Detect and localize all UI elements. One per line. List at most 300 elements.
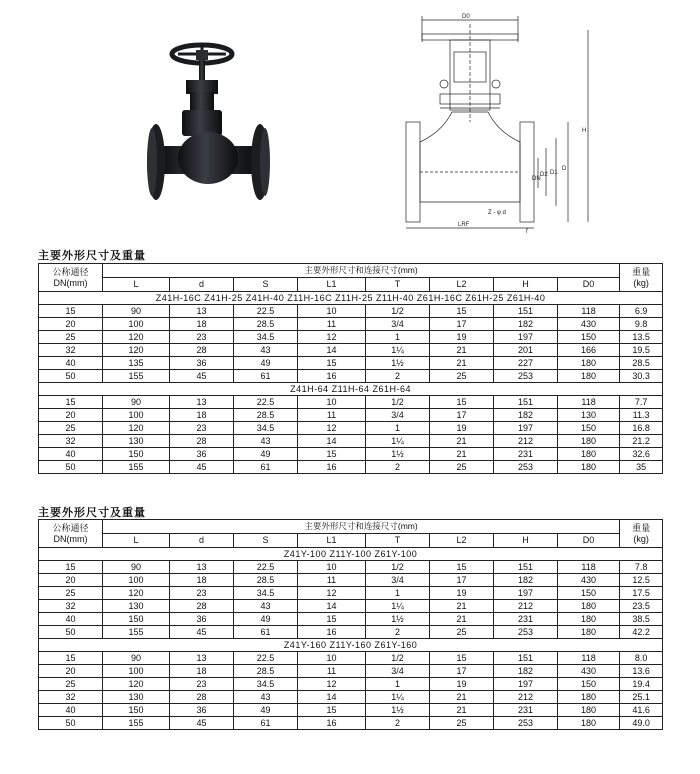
table-row (39, 422, 663, 435)
cell-d: 28 (170, 691, 234, 704)
cell-l1: 14 (298, 600, 366, 613)
cell-s: 61 (234, 717, 298, 730)
cell-h: 151 (494, 561, 558, 574)
cell-l: 120 (103, 587, 170, 600)
cell-h: 197 (494, 331, 558, 344)
cell-l1: 12 (298, 678, 366, 691)
cell-l1: 10 (298, 561, 366, 574)
cell-s: 34.5 (234, 331, 298, 344)
cell-l: 155 (103, 461, 170, 474)
column-header: L2 (430, 534, 494, 548)
cell-l2: 15 (430, 396, 494, 409)
cell-d0: 430 (558, 318, 620, 331)
cell-weight: 9.8 (620, 318, 663, 331)
cell-h: 212 (494, 691, 558, 704)
cell-d0: 150 (558, 331, 620, 344)
column-header: H (494, 278, 558, 292)
cell-d0: 118 (558, 305, 620, 318)
column-header: D0 (558, 534, 620, 548)
cell-dn: 15 (39, 396, 103, 409)
cell-s: 22.5 (234, 561, 298, 574)
column-header: T (366, 534, 430, 548)
table-row (39, 318, 663, 331)
cell-d0: 118 (558, 652, 620, 665)
cell-l: 130 (103, 435, 170, 448)
header-dimensions: 主要外形尺寸和连接尺寸(mm) (103, 520, 620, 534)
cell-l2: 19 (430, 678, 494, 691)
cell-s: 22.5 (234, 652, 298, 665)
cell-d: 23 (170, 422, 234, 435)
table-row (39, 717, 663, 730)
cell-s: 34.5 (234, 678, 298, 691)
cell-l1: 12 (298, 587, 366, 600)
label-lrf: LRF (458, 222, 470, 228)
cell-d0: 180 (558, 448, 620, 461)
cell-weight: 42.2 (620, 626, 663, 639)
cell-dn: 50 (39, 626, 103, 639)
header-dimensions: 主要外形尺寸和连接尺寸(mm) (103, 264, 620, 278)
cell-l1: 10 (298, 305, 366, 318)
cell-dn: 40 (39, 704, 103, 717)
cell-dn: 15 (39, 652, 103, 665)
cell-l: 150 (103, 613, 170, 626)
column-header: H (494, 534, 558, 548)
table-row (39, 626, 663, 639)
cell-s: 49 (234, 448, 298, 461)
spec-table-2 (38, 519, 663, 730)
table-row (39, 461, 663, 474)
cell-d: 28 (170, 435, 234, 448)
cell-d: 45 (170, 626, 234, 639)
table-row (39, 357, 663, 370)
cell-l: 90 (103, 652, 170, 665)
cell-t: 1 (366, 331, 430, 344)
cell-dn: 25 (39, 331, 103, 344)
cell-weight: 38.5 (620, 613, 663, 626)
cell-h: 197 (494, 587, 558, 600)
cell-t: 1¼ (366, 600, 430, 613)
table-row (39, 561, 663, 574)
cell-d0: 180 (558, 600, 620, 613)
cell-dn: 40 (39, 613, 103, 626)
cell-l1: 14 (298, 435, 366, 448)
cell-s: 22.5 (234, 396, 298, 409)
column-header: T (366, 278, 430, 292)
cell-d0: 118 (558, 396, 620, 409)
cell-weight: 7.7 (620, 396, 663, 409)
cell-l: 130 (103, 600, 170, 613)
cell-weight: 11.3 (620, 409, 663, 422)
cell-t: 1¼ (366, 435, 430, 448)
cell-l2: 19 (430, 422, 494, 435)
cell-d0: 180 (558, 435, 620, 448)
cell-l2: 21 (430, 357, 494, 370)
cell-h: 231 (494, 448, 558, 461)
cell-l: 100 (103, 409, 170, 422)
table-row (39, 409, 663, 422)
cell-d: 18 (170, 318, 234, 331)
cell-d0: 180 (558, 461, 620, 474)
cell-l2: 21 (430, 704, 494, 717)
cell-s: 43 (234, 600, 298, 613)
cell-t: 1 (366, 422, 430, 435)
cell-h: 212 (494, 435, 558, 448)
label-h: H (582, 128, 587, 134)
cell-l: 90 (103, 561, 170, 574)
cell-s: 43 (234, 691, 298, 704)
cell-d: 45 (170, 461, 234, 474)
cell-h: 201 (494, 344, 558, 357)
cell-h: 253 (494, 461, 558, 474)
table-row (39, 370, 663, 383)
cell-dn: 40 (39, 448, 103, 461)
cell-l: 90 (103, 305, 170, 318)
cell-dn: 25 (39, 587, 103, 600)
cell-l2: 25 (430, 717, 494, 730)
cell-d: 36 (170, 357, 234, 370)
label-f: f (526, 229, 528, 234)
cell-l: 90 (103, 396, 170, 409)
cell-weight: 12.5 (620, 574, 663, 587)
cell-s: 28.5 (234, 665, 298, 678)
cell-s: 49 (234, 357, 298, 370)
cell-l: 120 (103, 331, 170, 344)
cell-weight: 30.3 (620, 370, 663, 383)
cell-d: 45 (170, 717, 234, 730)
header-weight: 重量 (kg) (620, 264, 663, 292)
cell-t: 1½ (366, 613, 430, 626)
cell-l2: 15 (430, 652, 494, 665)
cell-t: 2 (366, 370, 430, 383)
cell-t: 1/2 (366, 561, 430, 574)
label-d1: D1 (550, 170, 558, 176)
cell-s: 28.5 (234, 574, 298, 587)
table-row (39, 600, 663, 613)
cell-d0: 150 (558, 678, 620, 691)
cell-t: 1½ (366, 704, 430, 717)
cell-l1: 11 (298, 665, 366, 678)
cell-l1: 11 (298, 574, 366, 587)
cell-t: 1/2 (366, 652, 430, 665)
cell-h: 151 (494, 652, 558, 665)
cell-l1: 16 (298, 370, 366, 383)
cell-weight: 16.8 (620, 422, 663, 435)
cell-l: 120 (103, 422, 170, 435)
cell-t: 2 (366, 717, 430, 730)
cell-d0: 150 (558, 587, 620, 600)
valve-drawing (392, 12, 592, 234)
cell-l1: 15 (298, 613, 366, 626)
cell-dn: 20 (39, 665, 103, 678)
cell-l: 130 (103, 691, 170, 704)
cell-d: 36 (170, 704, 234, 717)
cell-d: 23 (170, 331, 234, 344)
label-d0: D0 (462, 14, 470, 20)
cell-t: 1½ (366, 448, 430, 461)
cell-l: 150 (103, 448, 170, 461)
cell-weight: 21.2 (620, 435, 663, 448)
cell-weight: 19.4 (620, 678, 663, 691)
cell-d0: 130 (558, 409, 620, 422)
cell-d0: 430 (558, 665, 620, 678)
table-body (39, 520, 663, 730)
cell-l: 100 (103, 318, 170, 331)
cell-d: 36 (170, 448, 234, 461)
cell-d: 45 (170, 370, 234, 383)
cell-dn: 15 (39, 305, 103, 318)
cell-t: 2 (366, 626, 430, 639)
cell-s: 28.5 (234, 318, 298, 331)
cell-s: 49 (234, 704, 298, 717)
cell-d: 36 (170, 613, 234, 626)
table-row (39, 331, 663, 344)
cell-t: 3/4 (366, 409, 430, 422)
cell-weight: 13.5 (620, 331, 663, 344)
cell-h: 182 (494, 574, 558, 587)
cell-weight: 19.5 (620, 344, 663, 357)
spec-table-1 (38, 263, 663, 474)
column-header: S (234, 534, 298, 548)
cell-l1: 16 (298, 717, 366, 730)
cell-l2: 17 (430, 574, 494, 587)
cell-t: 1/2 (366, 305, 430, 318)
column-header: L2 (430, 278, 494, 292)
cell-t: 1/2 (366, 396, 430, 409)
cell-d: 28 (170, 344, 234, 357)
cell-l2: 15 (430, 561, 494, 574)
cell-d0: 118 (558, 561, 620, 574)
cell-h: 197 (494, 422, 558, 435)
section-title-1: 主要外形尺寸及重量 (38, 249, 146, 262)
label-dn: DN (532, 176, 541, 182)
model-group-header: Z41Y-100 Z11Y-100 Z61Y-100 (39, 548, 663, 561)
model-group-header: Z41H-64 Z11H-64 Z61H-64 (39, 383, 663, 396)
cell-l2: 21 (430, 448, 494, 461)
cell-l1: 14 (298, 691, 366, 704)
cell-l: 120 (103, 678, 170, 691)
header-dn: 公称通径 DN(mm) (39, 520, 103, 548)
cell-t: 3/4 (366, 318, 430, 331)
cell-d: 18 (170, 665, 234, 678)
cell-l2: 21 (430, 344, 494, 357)
cell-l1: 10 (298, 396, 366, 409)
cell-weight: 13.6 (620, 665, 663, 678)
table-row (39, 396, 663, 409)
cell-weight: 32.6 (620, 448, 663, 461)
cell-l1: 15 (298, 448, 366, 461)
cell-l: 100 (103, 574, 170, 587)
cell-s: 61 (234, 461, 298, 474)
cell-d0: 150 (558, 422, 620, 435)
cell-dn: 20 (39, 574, 103, 587)
cell-l2: 25 (430, 370, 494, 383)
cell-l1: 12 (298, 422, 366, 435)
cell-s: 43 (234, 435, 298, 448)
cell-l: 155 (103, 717, 170, 730)
cell-l2: 15 (430, 305, 494, 318)
cell-weight: 6.9 (620, 305, 663, 318)
table-row (39, 691, 663, 704)
table-row (39, 305, 663, 318)
cell-l1: 10 (298, 652, 366, 665)
cell-l: 135 (103, 357, 170, 370)
cell-l2: 17 (430, 318, 494, 331)
cell-l: 120 (103, 344, 170, 357)
cell-d: 18 (170, 574, 234, 587)
cell-l: 100 (103, 665, 170, 678)
cell-weight: 7.8 (620, 561, 663, 574)
cell-dn: 32 (39, 600, 103, 613)
cell-h: 182 (494, 409, 558, 422)
column-header: L1 (298, 278, 366, 292)
cell-h: 151 (494, 305, 558, 318)
label-d2: D2 (540, 172, 548, 178)
valve-photo (138, 40, 278, 212)
table-row (39, 652, 663, 665)
header-weight: 重量 (kg) (620, 520, 663, 548)
table-row (39, 574, 663, 587)
cell-l1: 14 (298, 344, 366, 357)
table-row (39, 678, 663, 691)
cell-l2: 17 (430, 409, 494, 422)
cell-l: 150 (103, 704, 170, 717)
cell-s: 34.5 (234, 422, 298, 435)
header-dn: 公称通径 DN(mm) (39, 264, 103, 292)
label-d: D (562, 166, 567, 172)
cell-l2: 25 (430, 461, 494, 474)
cell-d0: 430 (558, 574, 620, 587)
cell-l1: 11 (298, 409, 366, 422)
cell-h: 212 (494, 600, 558, 613)
cell-h: 231 (494, 613, 558, 626)
cell-d0: 180 (558, 717, 620, 730)
cell-weight: 23.5 (620, 600, 663, 613)
cell-t: 2 (366, 461, 430, 474)
cell-l2: 19 (430, 587, 494, 600)
cell-dn: 20 (39, 318, 103, 331)
cell-dn: 25 (39, 678, 103, 691)
cell-h: 253 (494, 370, 558, 383)
cell-s: 34.5 (234, 587, 298, 600)
cell-l2: 21 (430, 435, 494, 448)
cell-t: 1 (366, 678, 430, 691)
cell-weight: 41.6 (620, 704, 663, 717)
cell-h: 197 (494, 678, 558, 691)
cell-l: 155 (103, 370, 170, 383)
cell-t: 3/4 (366, 574, 430, 587)
cell-s: 28.5 (234, 409, 298, 422)
cell-dn: 25 (39, 422, 103, 435)
cell-weight: 8.0 (620, 652, 663, 665)
cell-l2: 21 (430, 691, 494, 704)
cell-d: 13 (170, 396, 234, 409)
table-row (39, 448, 663, 461)
cell-t: 1¼ (366, 691, 430, 704)
cell-d0: 166 (558, 344, 620, 357)
section-title-2: 主要外形尺寸及重量 (38, 506, 146, 519)
cell-d0: 180 (558, 357, 620, 370)
cell-d0: 180 (558, 370, 620, 383)
cell-l1: 15 (298, 704, 366, 717)
cell-d: 28 (170, 600, 234, 613)
cell-l2: 21 (430, 600, 494, 613)
cell-h: 227 (494, 357, 558, 370)
column-header: L1 (298, 534, 366, 548)
table-row (39, 435, 663, 448)
column-header: L (103, 278, 170, 292)
cell-t: 3/4 (366, 665, 430, 678)
model-group-header: Z41Y-160 Z11Y-160 Z61Y-160 (39, 639, 663, 652)
cell-l2: 21 (430, 613, 494, 626)
cell-d: 23 (170, 587, 234, 600)
cell-d: 13 (170, 561, 234, 574)
cell-s: 22.5 (234, 305, 298, 318)
column-header: D0 (558, 278, 620, 292)
cell-d0: 180 (558, 613, 620, 626)
cell-l1: 11 (298, 318, 366, 331)
cell-h: 253 (494, 626, 558, 639)
cell-t: 1¼ (366, 344, 430, 357)
label-z: Z - φ d (488, 210, 506, 216)
cell-weight: 17.5 (620, 587, 663, 600)
model-group-header: Z41H-16C Z41H-25 Z41H-40 Z11H-16C Z11H-25 Z11H-40 Z61H-16C Z61H-25 Z61H-40 (39, 292, 663, 305)
cell-d0: 180 (558, 626, 620, 639)
cell-h: 231 (494, 704, 558, 717)
cell-s: 49 (234, 613, 298, 626)
table-body (39, 264, 663, 474)
column-header: d (170, 278, 234, 292)
cell-weight: 35 (620, 461, 663, 474)
cell-dn: 32 (39, 435, 103, 448)
cell-h: 151 (494, 396, 558, 409)
cell-weight: 25.1 (620, 691, 663, 704)
cell-dn: 50 (39, 370, 103, 383)
cell-d: 23 (170, 678, 234, 691)
table-row (39, 613, 663, 626)
cell-weight: 28.5 (620, 357, 663, 370)
column-header: d (170, 534, 234, 548)
cell-dn: 32 (39, 344, 103, 357)
table-row (39, 344, 663, 357)
cell-l1: 12 (298, 331, 366, 344)
cell-l2: 17 (430, 665, 494, 678)
cell-l2: 19 (430, 331, 494, 344)
cell-t: 1 (366, 587, 430, 600)
cell-weight: 49.0 (620, 717, 663, 730)
cell-dn: 32 (39, 691, 103, 704)
cell-l1: 16 (298, 626, 366, 639)
cell-s: 43 (234, 344, 298, 357)
cell-dn: 50 (39, 461, 103, 474)
cell-l2: 25 (430, 626, 494, 639)
column-header: L (103, 534, 170, 548)
column-header: S (234, 278, 298, 292)
table-row (39, 665, 663, 678)
cell-l1: 16 (298, 461, 366, 474)
cell-dn: 40 (39, 357, 103, 370)
cell-d: 13 (170, 652, 234, 665)
cell-t: 1½ (366, 357, 430, 370)
table-row (39, 704, 663, 717)
cell-h: 182 (494, 665, 558, 678)
cell-d: 13 (170, 305, 234, 318)
table-row (39, 587, 663, 600)
cell-l1: 15 (298, 357, 366, 370)
cell-d: 18 (170, 409, 234, 422)
cell-s: 61 (234, 370, 298, 383)
cell-dn: 20 (39, 409, 103, 422)
cell-dn: 15 (39, 561, 103, 574)
